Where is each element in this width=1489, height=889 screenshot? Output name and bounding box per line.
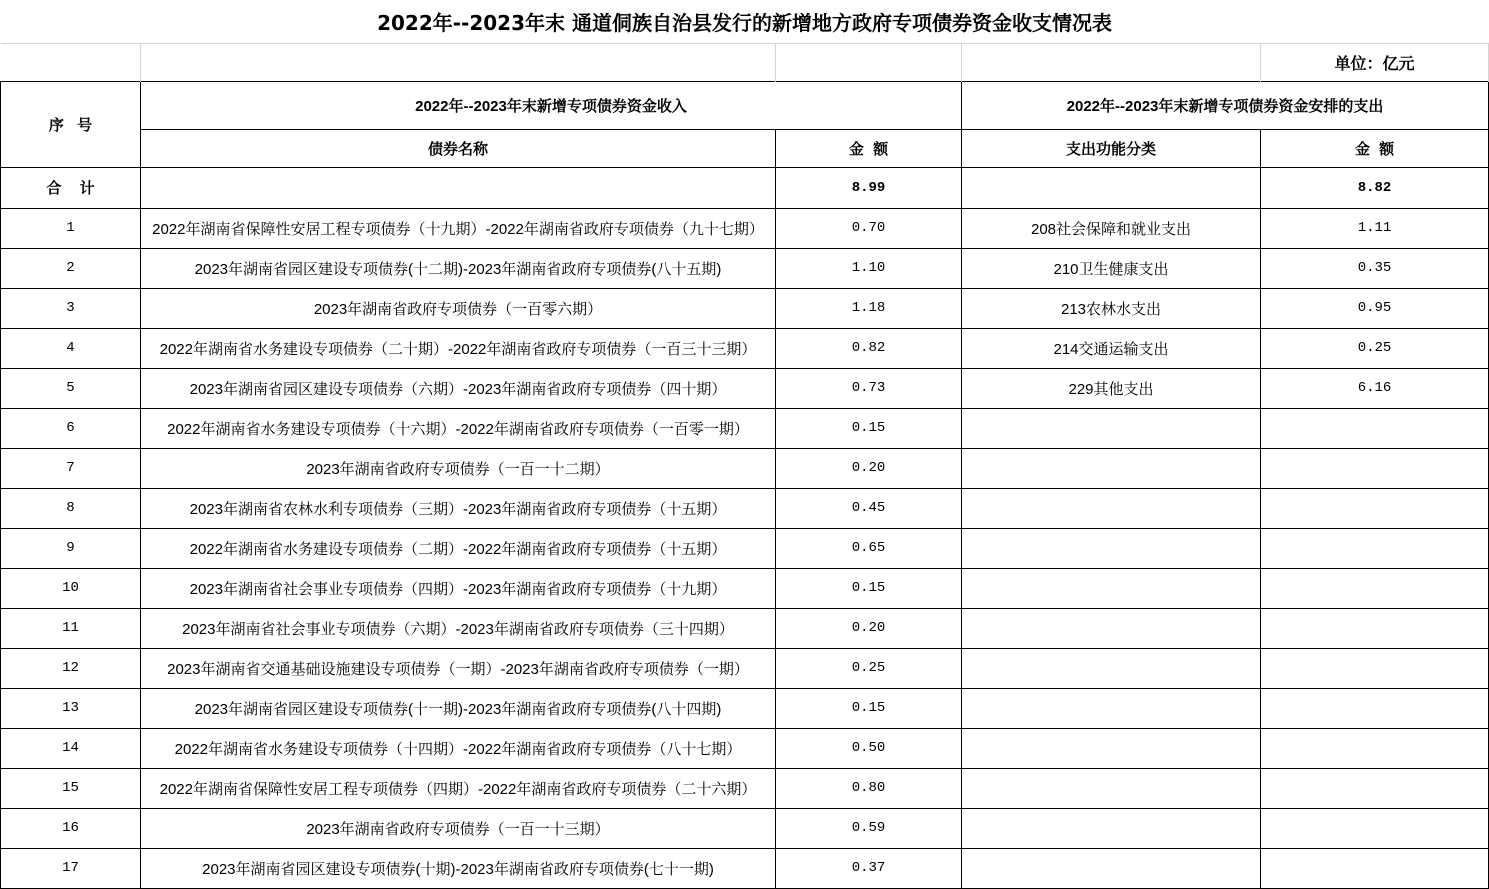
expense-category-cell: 210卫生健康支出 [962,248,1261,288]
table-row [1,608,1489,648]
expense-category-cell [962,808,1261,848]
total-income-amount: 8.99 [776,167,962,208]
unit-label: 单位：亿元 [1261,43,1489,81]
empty-cell [141,43,776,81]
table-row [1,208,1489,248]
expense-category-cell [962,768,1261,808]
table-row [1,808,1489,848]
expense-amount-cell [1261,488,1489,528]
income-amount-cell: 0.80 [776,768,962,808]
row-seq: 17 [1,848,141,888]
expense-amount-cell: 0.25 [1261,328,1489,368]
expense-category-cell: 208社会保障和就业支出 [962,208,1261,248]
expense-category-cell [962,408,1261,448]
expense-category-cell [962,528,1261,568]
expense-amount-cell: 1.11 [1261,208,1489,248]
row-seq: 14 [1,728,141,768]
bond-name-cell: 2023年湖南省政府专项债券（一百一十二期） [141,448,776,488]
bond-name-cell: 2023年湖南省政府专项债券（一百零六期） [141,288,776,328]
expense-amount-cell [1261,568,1489,608]
expense-category-cell: 229其他支出 [962,368,1261,408]
expense-category-cell: 214交通运输支出 [962,328,1261,368]
bond-name-cell: 2023年湖南省政府专项债券（一百一十三期） [141,808,776,848]
expense-amount-cell [1261,528,1489,568]
income-amount-cell: 0.73 [776,368,962,408]
bond-name-cell: 2022年湖南省保障性安居工程专项债券（十九期）-2022年湖南省政府专项债券（九十七期） [141,208,776,248]
bond-name-cell: 2022年湖南省保障性安居工程专项债券（四期）-2022年湖南省政府专项债券（二十六期） [141,768,776,808]
expense-category-cell [962,568,1261,608]
expense-amount-cell [1261,808,1489,848]
row-seq: 4 [1,328,141,368]
table-row [1,688,1489,728]
expense-amount-cell [1261,688,1489,728]
bond-name-cell: 2023年湖南省社会事业专项债券（六期）-2023年湖南省政府专项债券（三十四期） [141,608,776,648]
bond-name-cell: 2023年湖南省园区建设专项债券（六期）-2023年湖南省政府专项债券（四十期） [141,368,776,408]
table-row [1,368,1489,408]
empty-cell [1,43,141,81]
table-row [1,448,1489,488]
income-amount-cell: 0.20 [776,608,962,648]
header-row-group [1,81,1489,129]
sheet-title: 2022年--2023年末 通道侗族自治县发行的新增地方政府专项债券资金收支情况表 [1,0,1489,43]
row-seq: 9 [1,528,141,568]
row-seq: 6 [1,408,141,448]
income-amount-cell: 0.37 [776,848,962,888]
total-row [1,167,1489,208]
income-amount-cell: 0.15 [776,568,962,608]
bond-name-cell: 2022年湖南省水务建设专项债券（十四期）-2022年湖南省政府专项债券（八十七期） [141,728,776,768]
income-group-header: 2022年--2023年末新增专项债券资金收入 [141,81,962,129]
expense-category-cell [962,648,1261,688]
header-row-columns [1,129,1489,167]
row-seq: 12 [1,648,141,688]
expense-amount-cell [1261,848,1489,888]
empty-cell [776,43,962,81]
row-seq: 3 [1,288,141,328]
row-seq: 8 [1,488,141,528]
expense-amount-cell: 0.35 [1261,248,1489,288]
income-amount-cell: 0.45 [776,488,962,528]
expense-category-cell [962,848,1261,888]
row-seq: 16 [1,808,141,848]
income-amount-cell: 1.10 [776,248,962,288]
bond-name-cell: 2022年湖南省水务建设专项债券（十六期）-2022年湖南省政府专项债券（一百零一期） [141,408,776,448]
expense-amount-cell [1261,768,1489,808]
table-row [1,528,1489,568]
table-row [1,328,1489,368]
bond-name-cell: 2023年湖南省园区建设专项债券(十期)-2023年湖南省政府专项债券(七十一期) [141,848,776,888]
expense-amount-cell [1261,448,1489,488]
table-row [1,768,1489,808]
table-row [1,848,1489,888]
bond-name-cell: 2022年湖南省水务建设专项债券（二期）-2022年湖南省政府专项债券（十五期） [141,528,776,568]
income-amount-cell: 0.65 [776,528,962,568]
income-amount-cell: 0.82 [776,328,962,368]
seq-header: 序 号 [1,81,141,167]
row-seq: 1 [1,208,141,248]
expense-amount-cell [1261,608,1489,648]
bond-name-cell: 2023年湖南省农林水利专项债券（三期）-2023年湖南省政府专项债券（十五期） [141,488,776,528]
bond-name-cell: 2023年湖南省园区建设专项债券(十二期)-2023年湖南省政府专项债券(八十五期) [141,248,776,288]
expense-category-cell [962,728,1261,768]
expense-amount-cell [1261,648,1489,688]
table-row [1,408,1489,448]
empty-cell [962,43,1261,81]
expense-category-cell [962,488,1261,528]
title-row [1,0,1489,43]
income-amount-header: 金 额 [776,129,962,167]
table-row [1,288,1489,328]
expense-amount-cell: 0.95 [1261,288,1489,328]
row-seq: 15 [1,768,141,808]
expense-amount-cell: 6.16 [1261,368,1489,408]
income-amount-cell: 0.50 [776,728,962,768]
row-seq: 5 [1,368,141,408]
table-row [1,568,1489,608]
expense-category-cell: 213农林水支出 [962,288,1261,328]
bond-name-cell: 2023年湖南省交通基础设施建设专项债券（一期）-2023年湖南省政府专项债券（一期） [141,648,776,688]
income-amount-cell: 1.18 [776,288,962,328]
row-seq: 10 [1,568,141,608]
bond-name-cell: 2022年湖南省水务建设专项债券（二十期）-2022年湖南省政府专项债券（一百三十三期） [141,328,776,368]
table-row [1,728,1489,768]
income-amount-cell: 0.15 [776,408,962,448]
bond-name-header: 债券名称 [141,129,776,167]
income-amount-cell: 0.59 [776,808,962,848]
table-row [1,648,1489,688]
expense-category-header: 支出功能分类 [962,129,1261,167]
expense-category-cell [962,608,1261,648]
expense-group-header: 2022年--2023年末新增专项债券资金安排的支出 [962,81,1489,129]
total-label: 合 计 [1,167,141,208]
table-row [1,488,1489,528]
expense-amount-cell [1261,408,1489,448]
bond-name-cell: 2023年湖南省园区建设专项债券(十一期)-2023年湖南省政府专项债券(八十四期) [141,688,776,728]
row-seq: 2 [1,248,141,288]
expense-amount-cell [1261,728,1489,768]
income-amount-cell: 0.70 [776,208,962,248]
total-expense-amount: 8.82 [1261,167,1489,208]
empty-cell [141,167,776,208]
expense-category-cell [962,688,1261,728]
unit-row [1,43,1489,81]
row-seq: 7 [1,448,141,488]
bond-name-cell: 2023年湖南省社会事业专项债券（四期）-2023年湖南省政府专项债券（十九期） [141,568,776,608]
row-seq: 11 [1,608,141,648]
income-amount-cell: 0.20 [776,448,962,488]
expense-category-cell [962,448,1261,488]
expense-amount-header: 金 额 [1261,129,1489,167]
row-seq: 13 [1,688,141,728]
table-row [1,248,1489,288]
income-amount-cell: 0.15 [776,688,962,728]
income-amount-cell: 0.25 [776,648,962,688]
empty-cell [962,167,1261,208]
